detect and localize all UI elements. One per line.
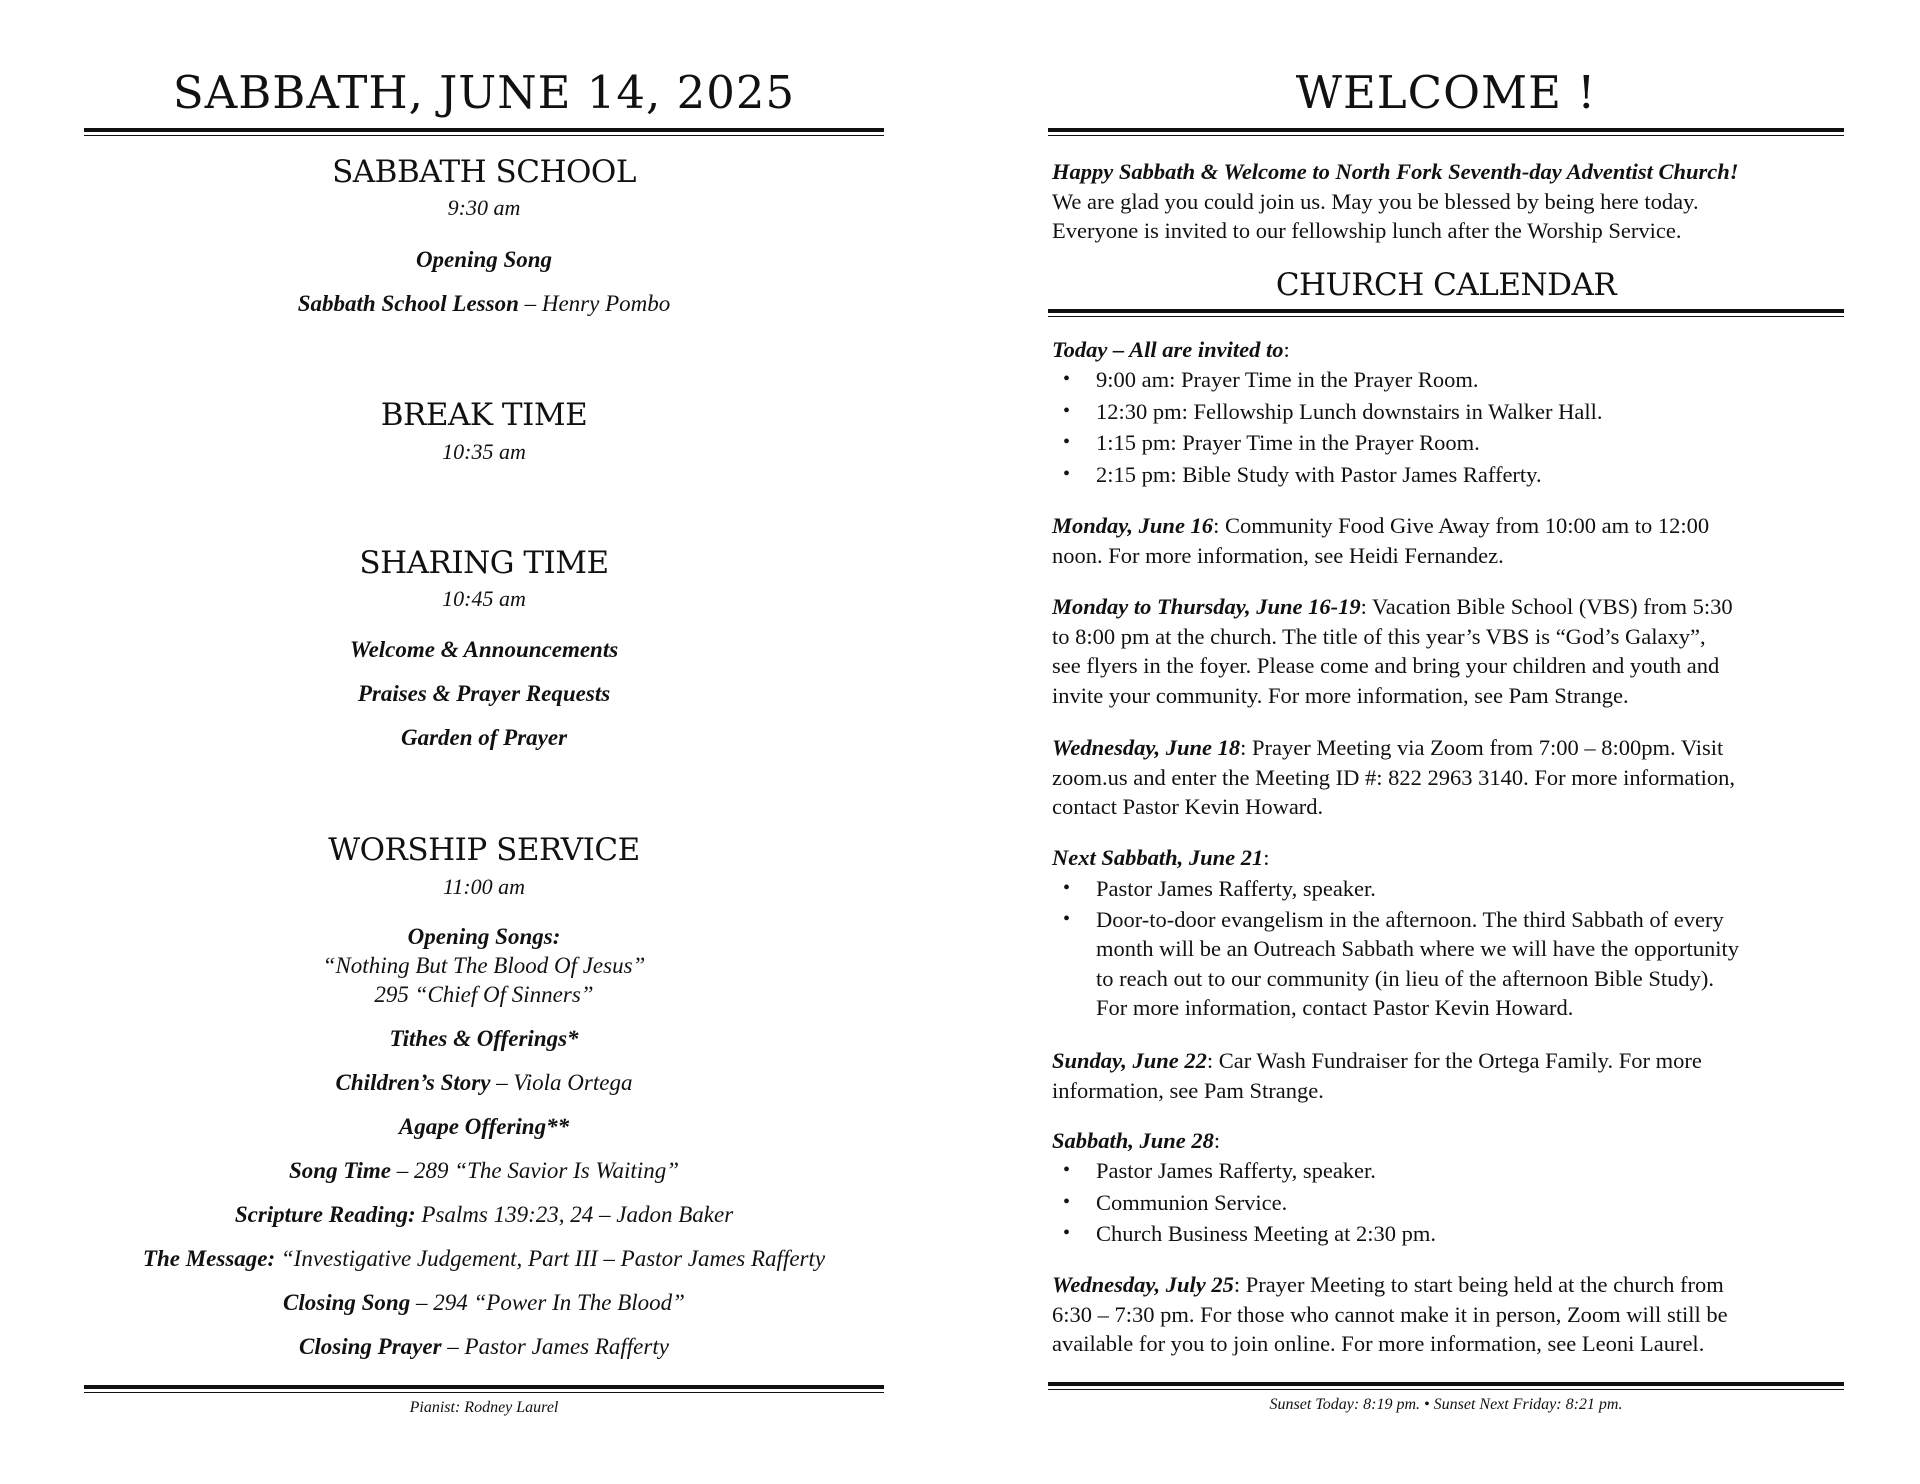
calendar-next-sabbath-list [1096,873,1844,1023]
list-item: • 9:00 am: Prayer Time in the Prayer Room. [1096,364,1844,396]
page-title: WELCOME ! [1295,66,1597,119]
calendar-next-sabbath-label: Next Sabbath, June 21: [1052,845,1270,870]
program-item: Praises & Prayer Requests [357,681,611,706]
break-time-heading: BREAK TIME [380,397,588,433]
footer-sunset: Sunset Today: 8:19 pm. • Sunset Next Friday: 8:21 pm. [1269,1396,1623,1413]
program-item: Welcome & Announcements [349,637,619,662]
program-item: Song Time – 289 “The Savior Is Waiting” [289,1158,679,1183]
list-item: • 12:30 pm: Fellowship Lunch downstairs in Walker Hall. [1096,396,1844,428]
calendar-sabbath-28-label: Sabbath, June 28: [1052,1128,1221,1153]
sabbath-school-heading: SABBATH SCHOOL [332,154,636,190]
calendar-today-label: Today – All are invited to: [1052,337,1290,362]
calendar-july: Wednesday, July 25: Prayer Meeting to start being held at the church from 6:30 – 7:30 pm. For those who cannot make it in person, Zoom will still be available for you to join online. For more information, see Leoni Laurel. [1052,1272,1728,1356]
program-item: Sabbath School Lesson – Henry Pombo [297,291,671,316]
calendar-sabbath-28-list [1096,1155,1844,1250]
sharing-time-time: 10:45 am [442,586,526,611]
list-item: • Door-to-door evangelism in the afternoon. The third Sabbath of every month will be an Outreach Sabbath where we will have the opportunity to reach out to our community (in lieu of the afternoon Bible Study). For more information, contact Pastor Kevin Howard. [1096,905,1844,1023]
program-item: Closing Prayer – Pastor James Rafferty [299,1334,669,1359]
list-item: • 1:15 pm: Prayer Time in the Prayer Room. [1096,427,1844,459]
program-item: Agape Offering** [398,1114,570,1139]
list-item: • 2:15 pm: Bible Study with Pastor James Rafferty. [1096,459,1844,491]
calendar-wednesday: Wednesday, June 18: Prayer Meeting via Zoom from 7:00 – 8:00pm. Visit zoom.us and enter the Meeting ID #: 822 2963 3140. For more information, contact Pastor Kevin Howard. [1052,735,1735,819]
welcome-paragraph: Happy Sabbath & Welcome to North Fork Seventh-day Adventist Church! We are glad you could join us. May you be blessed by being here today. Everyone is invited to our fellowship lunch after the Worship Service. [1052,159,1739,243]
program-item: Opening Song [415,247,553,272]
sharing-time-heading: SHARING TIME [359,545,609,581]
sabbath-school-time: 9:30 am [447,195,521,220]
program-item: Tithes & Offerings* [389,1026,579,1051]
list-item: • Communion Service. [1096,1187,1844,1219]
program-item: Children’s Story – Viola Ortega [335,1070,633,1095]
program-item: Scripture Reading: Psalms 139:23, 24 – Jadon Baker [234,1202,734,1227]
program-item: Closing Song – 294 “Power In The Blood” [283,1290,685,1315]
list-item: • Pastor James Rafferty, speaker. [1096,873,1844,905]
worship-service-heading: WORSHIP SERVICE [328,832,640,868]
break-time-time: 10:35 am [442,439,526,464]
calendar-monday: Monday, June 16: Community Food Give Away from 10:00 am to 12:00 noon. For more information, see Heidi Fernandez. [1052,513,1710,568]
worship-service-time: 11:00 am [442,874,526,899]
list-item: • Pastor James Rafferty, speaker. [1096,1155,1844,1187]
opening-songs-label: Opening Songs: [407,924,561,949]
program-item: Garden of Prayer [400,725,568,750]
page-title: SABBATH, JUNE 14, 2025 [172,66,796,119]
calendar-vbs: Monday to Thursday, June 16-19: Vacation Bible School (VBS) from 5:30 to 8:00 pm at the church. The title of this year’s VBS is “God’s Galaxy”, see flyers in the foyer. Please come and bring your children and youth and invite your community. For more information, see Pam Strange. [1052,594,1733,708]
opening-song: 295 “Chief Of Sinners” [374,982,594,1007]
opening-song: “Nothing But The Blood Of Jesus” [322,953,646,978]
list-item: • Church Business Meeting at 2:30 pm. [1096,1218,1844,1250]
program-item: The Message: “Investigative Judgement, Part III – Pastor James Rafferty [142,1246,826,1271]
footer-pianist: Pianist: Rodney Laurel [409,1399,559,1416]
church-calendar-heading: CHURCH CALENDAR [1275,267,1617,303]
calendar-sunday: Sunday, June 22: Car Wash Fundraiser for the Ortega Family. For more information, see Pam Strange. [1052,1048,1702,1103]
calendar-today-list [1096,364,1844,490]
